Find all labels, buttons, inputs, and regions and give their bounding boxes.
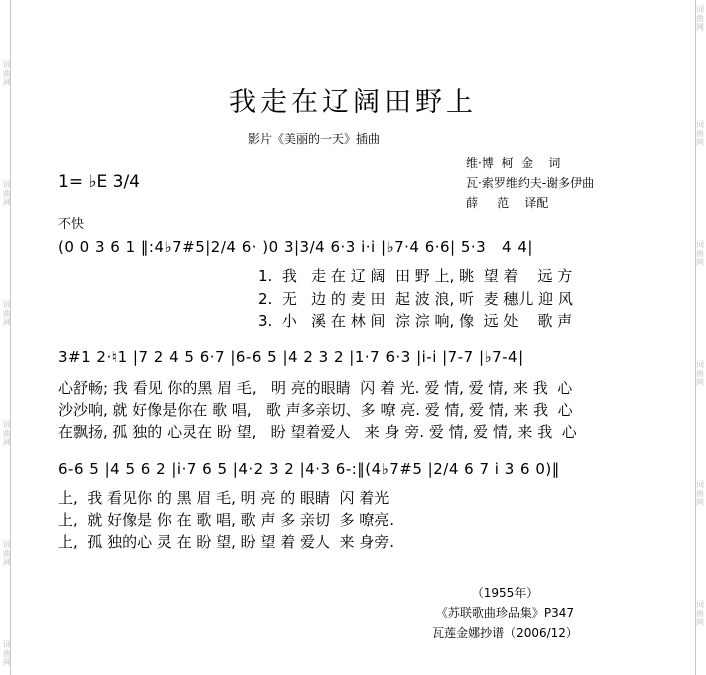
score-line-1-lyric-3: 3. 小 溪 在 林 间 淙 淙 响, 像 远 处 歌 声 bbox=[258, 312, 573, 330]
song-subtitle: 影片《美丽的一天》插曲 bbox=[248, 132, 381, 146]
watermark-left-4: 词曲网 bbox=[3, 420, 11, 447]
score-line-1-lyric-1: 1. 我 走 在 辽 阔 田 野 上, 眺 望 着 远 方 bbox=[258, 267, 573, 285]
watermark-right-1: 词曲网 bbox=[696, 5, 704, 32]
translator-credit: 薛 范 译配 bbox=[466, 196, 549, 210]
score-line-2-lyric-1: 心舒畅; 我 看见 你的黑 眉 毛, 明 亮的眼睛 闪 着 光. 爱 情, 爱 情, 来 我 心 bbox=[58, 379, 573, 397]
score-line-1-lyric-2: 2. 无 边 的 麦 田 起 波 浪, 听 麦 穗儿 迎 风 bbox=[258, 290, 573, 308]
watermark-left-5: 词曲网 bbox=[3, 540, 11, 567]
score-line-3-lyric-2: 上, 就 好像是 你 在 歌 唱, 歌 声 多 亲切 多 嘹亮. bbox=[58, 511, 395, 529]
tempo-marking: 不快 bbox=[58, 217, 85, 232]
footer-copyist: 瓦莲金娜抄谱（2006/12） bbox=[432, 626, 578, 640]
watermark-right-6: 词曲网 bbox=[696, 600, 704, 627]
score-line-2-lyric-3: 在飘扬, 孤 独的 心灵在 盼 望, 盼 望着爱人 来 身 旁. 爱 情, 爱 情, 来 我 心 bbox=[58, 423, 577, 441]
watermark-right-4: 词曲网 bbox=[696, 360, 704, 387]
watermark-left-2: 词曲网 bbox=[3, 180, 11, 207]
lyricist-credit: 维·博 柯 金 词 bbox=[466, 156, 561, 170]
credits bbox=[466, 153, 594, 213]
score-line-3-lyric-3: 上, 孤 独的心 灵 在 盼 望, 盼 望 着 爱人 来 身旁. bbox=[58, 533, 395, 551]
watermark-right-3: 词曲网 bbox=[696, 240, 704, 267]
score-line-3-notes: 6-6 5 |4 5 6 2 |i·7 6 5 |4·2 3 2 |4·3 6-:‖(4♭7#5 |2/4 6 7 i 3 6 0)‖ bbox=[58, 460, 560, 478]
watermark-left-3: 词曲网 bbox=[3, 300, 11, 327]
key-signature: 1= ♭E 3/4 bbox=[58, 172, 140, 192]
watermark-right-5: 词曲网 bbox=[696, 480, 704, 507]
watermark-left-6: 词曲网 bbox=[3, 640, 11, 667]
composer-credit: 瓦·索罗维约夫-谢多伊曲 bbox=[466, 176, 595, 190]
footer-year: （1955年） bbox=[471, 586, 539, 600]
score-line-2-lyric-2: 沙沙响, 就 好像是你在 歌 唱, 歌 声多亲切、多 嘹 亮. 爱 情, 爱 情, 来 我 心 bbox=[58, 401, 573, 419]
score-line-2-notes: 3#1 2·♮1 |7 2 4 5 6·7 |6-6 5 |4 2 3 2 |1·7 6·3 |i-i |7-7 |♭7-4| bbox=[58, 348, 524, 366]
song-title: 我走在辽阔田野上 bbox=[229, 87, 477, 118]
score-line-3-lyric-1: 上, 我 看见你 的 黑 眉 毛, 明 亮 的 眼睛 闪 着光 bbox=[58, 489, 390, 507]
watermark-left-1: 词曲网 bbox=[3, 60, 11, 87]
watermark-right-2: 词曲网 bbox=[696, 120, 704, 147]
score-line-1-notes: (0 0 3 6 1 ‖:4♭7#5|2/4 6· )0 3|3/4 6·3 i·i |♭7·4 6·6| 5·3 4 4| bbox=[58, 238, 533, 256]
footer-source: 《苏联歌曲珍品集》P347 bbox=[435, 606, 575, 620]
